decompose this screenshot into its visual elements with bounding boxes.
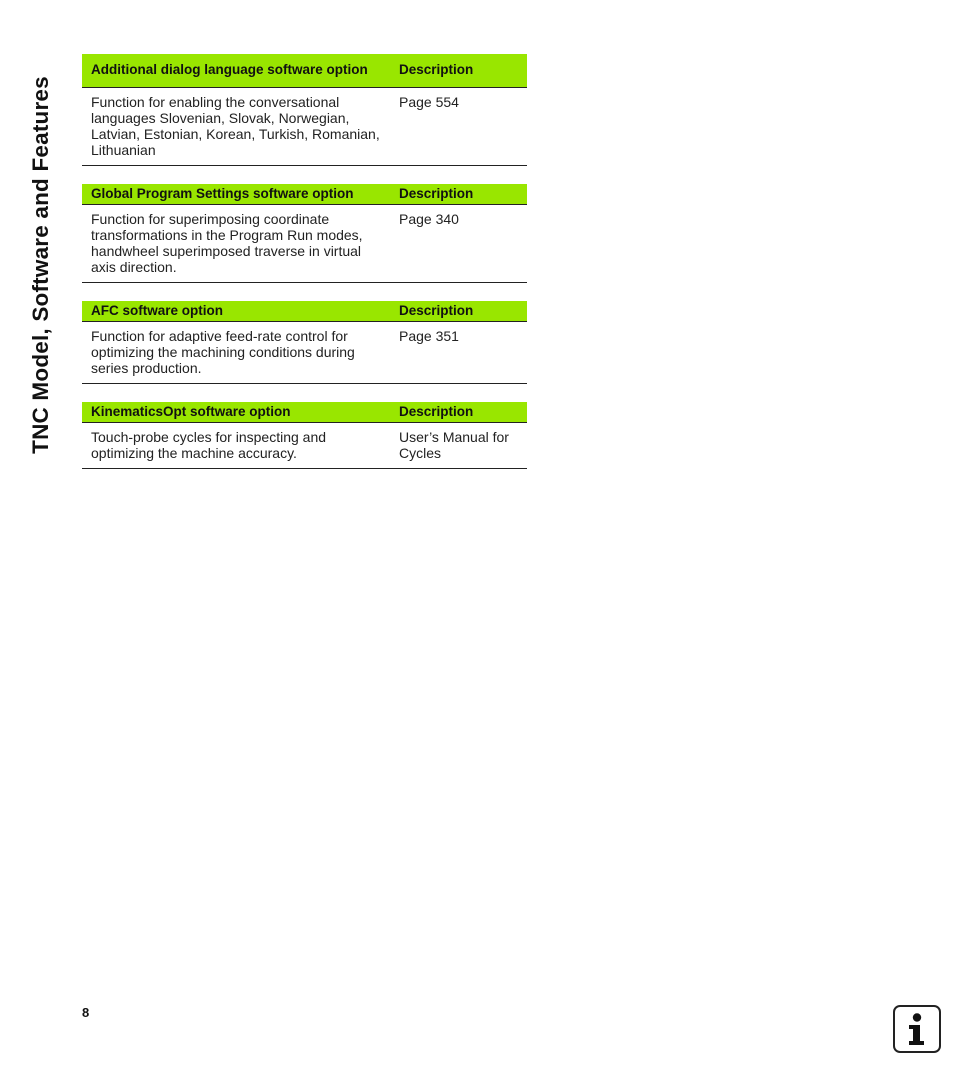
column-header-option: Additional dialog language software option — [82, 54, 390, 87]
table-row — [82, 204, 527, 282]
options-table-afc — [82, 301, 527, 384]
options-table-global-program-settings — [82, 184, 527, 283]
page-reference-cell: Page 554 — [390, 87, 527, 165]
info-icon-glyph — [895, 1007, 939, 1051]
function-cell: Function for enabling the conversational languages Slovenian, Slovak, Norwegian, Latvian, Estonian, Korean, Turkish, Romanian, Lithuanian — [82, 87, 390, 165]
side-chapter-title — [26, 52, 56, 478]
options-content — [82, 54, 527, 469]
table-header-row — [82, 301, 527, 322]
column-header-description: Description — [390, 184, 527, 205]
page-reference-cell: User’s Manual for Cycles — [390, 422, 527, 468]
side-chapter-title-text: TNC Model, Software and Features — [28, 76, 53, 454]
function-cell: Function for adaptive feed-rate control for optimizing the machining conditions during series production. — [82, 321, 390, 383]
table-header-row — [82, 184, 527, 205]
page-number: 8 — [82, 1005, 90, 1020]
table-row — [82, 321, 527, 383]
column-header-option: KinematicsOpt software option — [82, 402, 390, 423]
column-header-description: Description — [390, 402, 527, 423]
options-table-kinematicsopt — [82, 402, 527, 469]
table-header-row — [82, 54, 527, 87]
column-header-option: AFC software option — [82, 301, 390, 322]
function-cell: Touch-probe cycles for inspecting and optimizing the machine accuracy. — [82, 422, 390, 468]
options-table-dialog-language — [82, 54, 527, 166]
info-icon — [893, 1005, 941, 1053]
table-header-row — [82, 402, 527, 423]
page-reference-cell: Page 351 — [390, 321, 527, 383]
column-header-description: Description — [390, 301, 527, 322]
table-row — [82, 422, 527, 468]
function-cell: Function for superimposing coordinate transformations in the Program Run modes, handwheel superimposed traverse in virtual axis direction. — [82, 204, 390, 282]
table-row — [82, 87, 527, 165]
column-header-description: Description — [390, 54, 527, 87]
page-reference-cell: Page 340 — [390, 204, 527, 282]
column-header-option: Global Program Settings software option — [82, 184, 390, 205]
